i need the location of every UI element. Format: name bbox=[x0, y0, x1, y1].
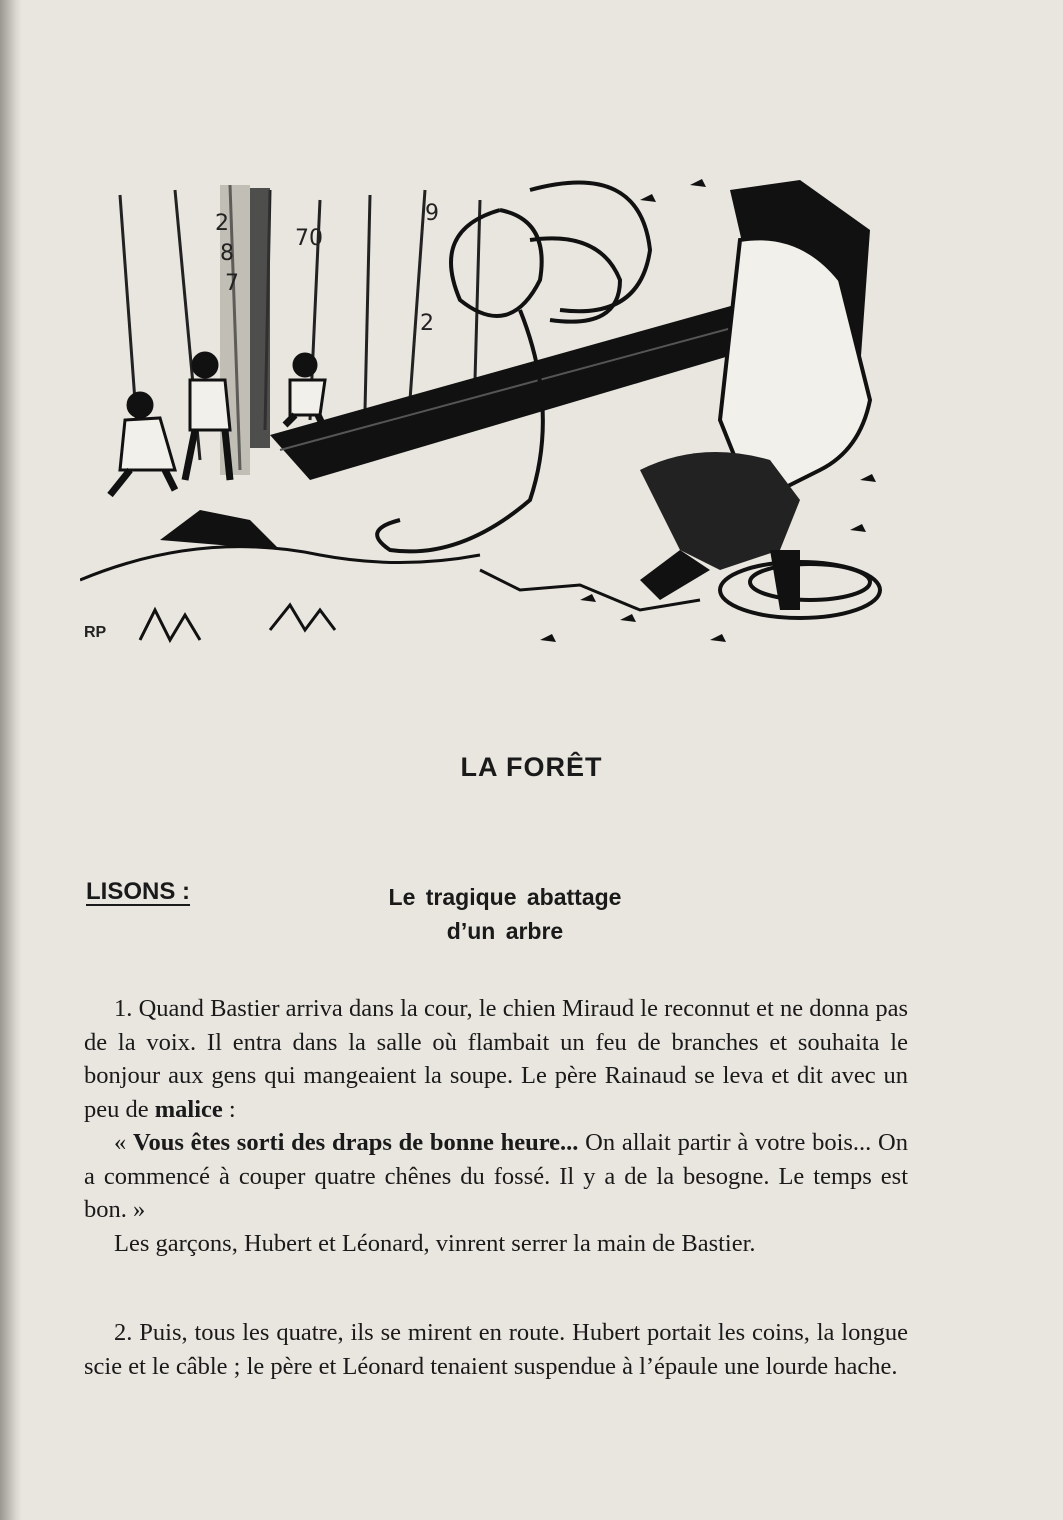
paragraph-2-text: 2. Puis, tous les quatre, ils se mirent en route. Hubert portait les coins, la longue scie et le câble ; le père et Léonard tenaient suspendue à l’épaule une lourde hache. bbox=[84, 1319, 908, 1380]
svg-text:70: 70 bbox=[295, 226, 323, 251]
reading-subtitle bbox=[330, 880, 680, 948]
paragraph-1-intro bbox=[84, 992, 908, 1126]
quote-bold: Vous êtes sorti des draps de bonne heure... bbox=[133, 1129, 579, 1156]
illustrator-signature: RP bbox=[84, 624, 107, 641]
intro-text: 1. Quand Bastier arriva dans la cour, le chien Miraud le reconnut et ne donna pas de la voix. Il entra dans la salle où flambait un feu de branches et souhaita le bonjour aux gens qui mangeaient la soupe. Le père Rainaud se leva et dit avec un peu de bbox=[84, 995, 908, 1123]
paragraph-1-quote bbox=[84, 1126, 908, 1227]
svg-text:8: 8 bbox=[220, 241, 234, 266]
svg-text:9: 9 bbox=[425, 201, 439, 226]
svg-text:2: 2 bbox=[215, 211, 229, 236]
intro-end: : bbox=[222, 1095, 236, 1123]
quote-open: « bbox=[114, 1129, 133, 1156]
svg-text:2: 2 bbox=[420, 311, 434, 336]
paragraph-1 bbox=[84, 992, 908, 1260]
section-title: LA FORÊT bbox=[460, 752, 603, 782]
subtitle-line-1: Le tragique abattage bbox=[388, 884, 622, 910]
svg-text:7: 7 bbox=[225, 271, 239, 296]
lisons-label: LISONS : bbox=[86, 878, 191, 905]
forest-tree-felling-illustration bbox=[80, 170, 900, 660]
subtitle-line-2: d’un arbre bbox=[446, 918, 564, 944]
intro-bold-word: malice bbox=[154, 1095, 223, 1123]
paragraph-2 bbox=[84, 1316, 908, 1383]
quote-rest: On allait partir à votre bois... On a commencé à couper quatre chênes du fossé. Il y a de la besogne. Le temps est bon. » bbox=[84, 1129, 908, 1223]
paragraph-1-last: Les garçons, Hubert et Léonard, vinrent serrer la main de Bastier. bbox=[114, 1229, 756, 1257]
